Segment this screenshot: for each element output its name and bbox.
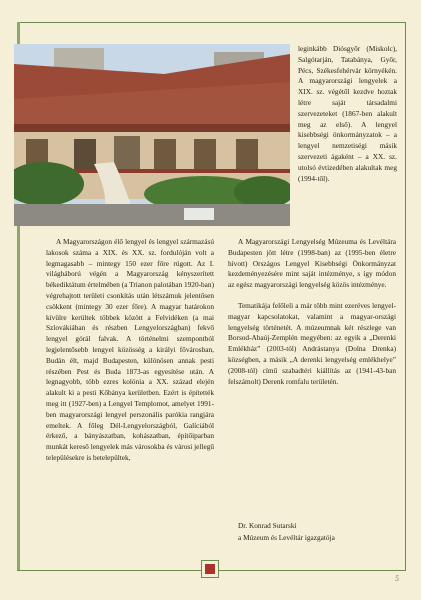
left-column (46, 237, 214, 464)
intro-paragraph: leginkább Diósgyőr (Miskolc), Salgótarján, Tatabánya, Győr, Pécs, Székesfehérvár környékén. A magyarországi lengyelek a XIX. sz. végétől kezdve hoztak létre saját társadalmi szervezeteket (1867-ben alakult meg az első). A lengyel kisebbségi önkormányzatok – a lengyel nemzetiségi másik szervezeti ágaként – a XX. sz. utolsó évtizedében alakultak meg (1994-től). (298, 44, 397, 183)
page-number: 5 (395, 574, 399, 583)
history-paragraph: A Magyarországon élő lengyel és lengyel származású lakosok száma a XIX. és XX. sz. fordulóján volt a legmagasabb – mintegy 150 ezer főre rúgott. Az I. világháború végén a Magyarország kényszerített békediktátum értelmében (a Trianon palotában 1920-ban) végrehajtott területi csonkítás után létszámuk jelentősen csökkent (mintegy 30 ezer főre). A magyar határokon kívülre kerültek többek között a Felvidéken (a mai Szlovákiában és részben Lengyelországban) fekvő lengyel górál falvak. A történelmi szempontból legjelentősebb lengyel közösség a királyi fővárosban, Budán élt, majd Budapesten, különösen annak pesti részében Pest és Buda 1873-as egyesítése után. A legnagyobb, több ezres kolónia a XX. század elején alakult ki a pesti Kőbánya kerületben. Ezért is építették meg itt (1927-ben) a Lengyel Templomot, amelyet 1991-ben magyarországi lengyel perszonális parókia rangjára emeltek. A főleg Dél-Lengyelországból, Galíciából érkező, a bányászatban, kohászatban, építőiparban munkát kereső lengyelek más városokba és városi jellegű településekre is betelepültek, (46, 237, 214, 462)
emblem-icon (201, 560, 219, 578)
museum-paragraph-2: Tematikája felőleli a már több mint ezeréves lengyel-magyar kapcsolatokat, valamint a magyar-országi lengyelség történetét. A múzeumnak két részlege van Borsod-Abaúj-Zemplén megyében: az egyik a „Derenki Emlékház” (2003-tól) Andrástanya (Dolna Drenka) községben, a másik „A derenki lengyelség emlékhelye” (2008-tól) című szabadtéri kiállítás az (1941-43-ban felszámolt) Derenk romfalu területén. (228, 300, 396, 386)
signature-block (238, 520, 335, 544)
signature-title: a Múzeum és Levéltár igazgatója (238, 533, 335, 542)
emblem-inner-mark (205, 564, 215, 574)
building-photo (14, 44, 290, 226)
right-column (228, 237, 396, 387)
museum-paragraph-1: A Magyarországi Lengyelség Múzeuma és Levéltára Budapesten jött létre (1998-ban) az (1995-ben életre hívott) Országos Lengyel Kisebbségi Önkormányzat kezdeményezésére mint saját intézménye, s így módon az egész magyarországi lengyelség közös intézménye. (228, 237, 396, 290)
intro-continuation-text (298, 44, 397, 184)
frame-line-top (17, 22, 406, 23)
frame-line-right (405, 22, 406, 570)
signature-name: Dr. Konrad Sutarski (238, 521, 297, 530)
